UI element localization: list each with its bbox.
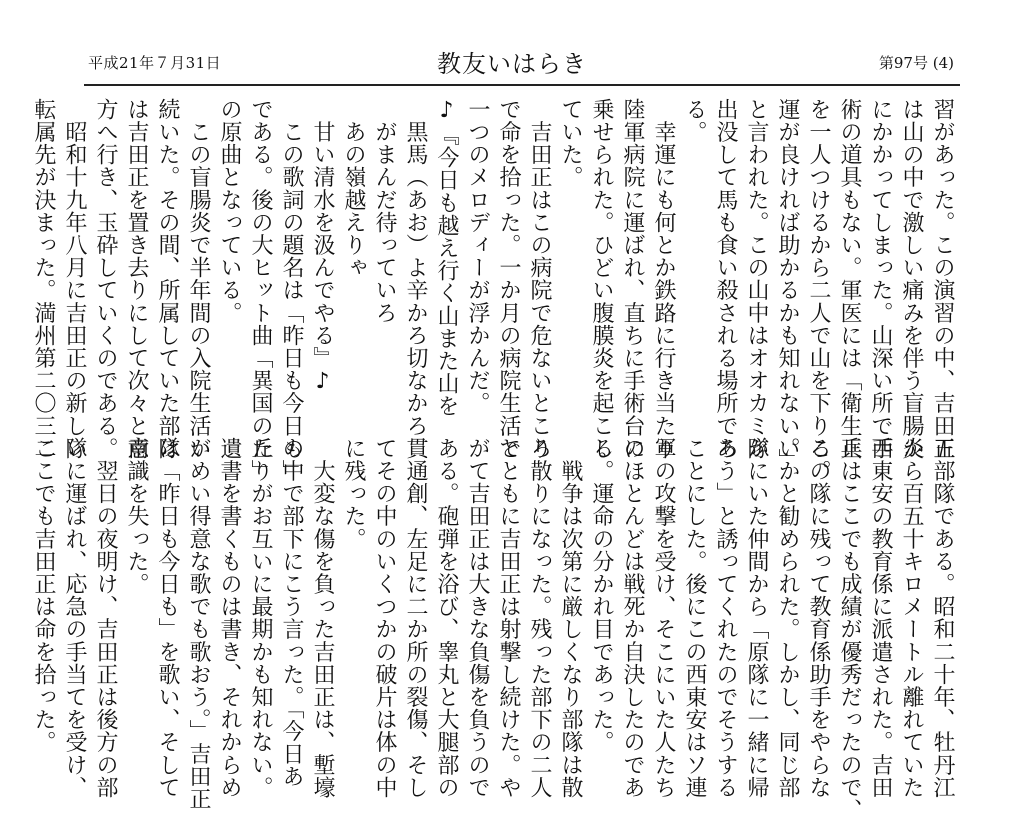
text-line: ♪『今日も越え行く山また山を [434,98,459,418]
text-line: 術の道具もない。軍医には「衛生兵 [837,98,862,460]
text-line: 吉田正はこの病院で危ないところ [527,98,552,460]
text-line: 運が良ければ助かるかも知れない。」 [775,98,800,472]
text-line: 隊に運ばれ、応急の手当てを受け、 [62,437,87,799]
text-line: ある。砲弾を浴び、睾丸と大腿部の [434,437,459,799]
text-line: 大変な傷を負った吉田正は、塹壕 [310,437,335,799]
text-line: がまんだ待っていろ [372,98,397,324]
text-line: 乗せられた。ひどい腹膜炎を起こし [589,98,614,460]
text-line: と言われた。この山中はオオカミが [744,98,769,460]
text-line: 甘い清水を汲んでやる』♪ [310,98,335,395]
text-line: 陸軍病院に運ばれ、直ちに手術台に [620,98,645,460]
text-line: この歌詞の題名は「昨日も今日も」 [279,98,304,483]
text-line: に残った。 [341,437,366,550]
text-line: ていた。 [558,98,583,189]
text-line: 昭和十九年八月に吉田正の新しい [62,98,87,460]
text-line: 戦争は次第に厳しくなり部隊は散 [558,437,583,799]
text-line: 正はここでも成績が優秀だったので、 [837,437,862,821]
text-line: の中で部下にこう言った。「今日あ [279,437,304,788]
text-line: る。 [682,98,707,144]
text-line: 方へ行き、玉砕していくのである。 [93,98,118,460]
text-line: り散りになった。残った部下の二人 [527,437,552,799]
text-line: で命を拾った。一か月の病院生活で [496,98,521,460]
text-line: あの嶺越えりゃ [341,98,366,279]
text-line: は「昨日も今日も」を歌い、そして [155,437,180,799]
text-line: 転属先が決まった。満州第二〇三二 [31,98,56,460]
newsletter-title: 教友いはらき [437,50,587,78]
text-line: がて吉田正は大きな負傷を負うので [465,437,490,799]
text-line: 意識を失った。 [124,437,149,596]
text-line: から百五十キロメートル離れていた [899,437,924,799]
text-line: は吉田正を置き去りにして次々と南 [124,98,149,460]
text-line: ことにした。後にこの西東安はソ連 [682,437,707,799]
text-line: 西東安の教育係に派遣された。吉田 [868,437,893,799]
text-line: たりがお互いに最期かも知れない。 [248,437,273,799]
text-line: を一人つけるから二人で山を下りろ。 [806,98,831,483]
text-line: にかかってしまった。山深い所で手 [868,98,893,460]
text-line: 翌日の夜明け、吉田正は後方の部 [93,437,118,799]
text-line: 一つのメロディーが浮かんだ。 [465,98,490,415]
text-line: いかと勧められた。しかし、同じ部 [775,437,800,799]
text-line: 五部隊である。昭和二十年、牡丹江 [930,437,955,799]
text-line: 軍の攻撃を受け、そこにいた人たち [651,437,676,799]
lower-text-block [31,437,958,821]
text-line: 貫通創、左足に二か所の裂傷、そし [403,437,428,799]
issue-date: 平成21年７月31日 [88,54,222,72]
text-line: ろう」と誘ってくれたのでそうする [713,437,738,799]
text-line: とともに吉田正は射撃し続けた。や [496,437,521,799]
text-line: る。運命の分かれ目であった。 [589,437,614,754]
text-line: である。後の大ヒット曲「異国の丘」 [248,98,273,483]
issue-number: 第97号 (4) [878,54,954,72]
text-line: てその中のいくつかの破片は体の中 [372,437,397,799]
text-line: 幸運にも何とか鉄路に行き当たり [651,98,676,460]
upper-text-block [31,98,958,483]
text-line: 遺書を書くものは書き、それからめ [217,437,242,799]
text-line: 習があった。この演習の中、吉田正 [930,98,955,460]
text-line: ここでも吉田正は命を拾った。 [31,437,56,754]
header-divider [84,84,960,86]
text-line: 隊にいた仲間から「原隊に一緒に帰 [744,437,769,799]
text-line: は山の中で激しい痛みを伴う盲腸炎 [899,98,924,460]
text-line: この隊に残って教育係助手をやらな [806,437,831,799]
text-line: この盲腸炎で半年間の入院生活が [186,98,211,460]
text-line: 続いた。その間、所属していた部隊 [155,98,180,460]
text-line: 出没して馬も食い殺される場所であ [713,98,738,460]
text-line: 黒馬（あお）よ辛かろ切なかろ [403,98,428,437]
text-line: の原曲となっている。 [217,98,242,324]
text-line: のほとんどは戦死か自決したのであ [620,437,645,799]
text-line: いめい得意な歌でも歌おう。」吉田正 [186,437,211,811]
